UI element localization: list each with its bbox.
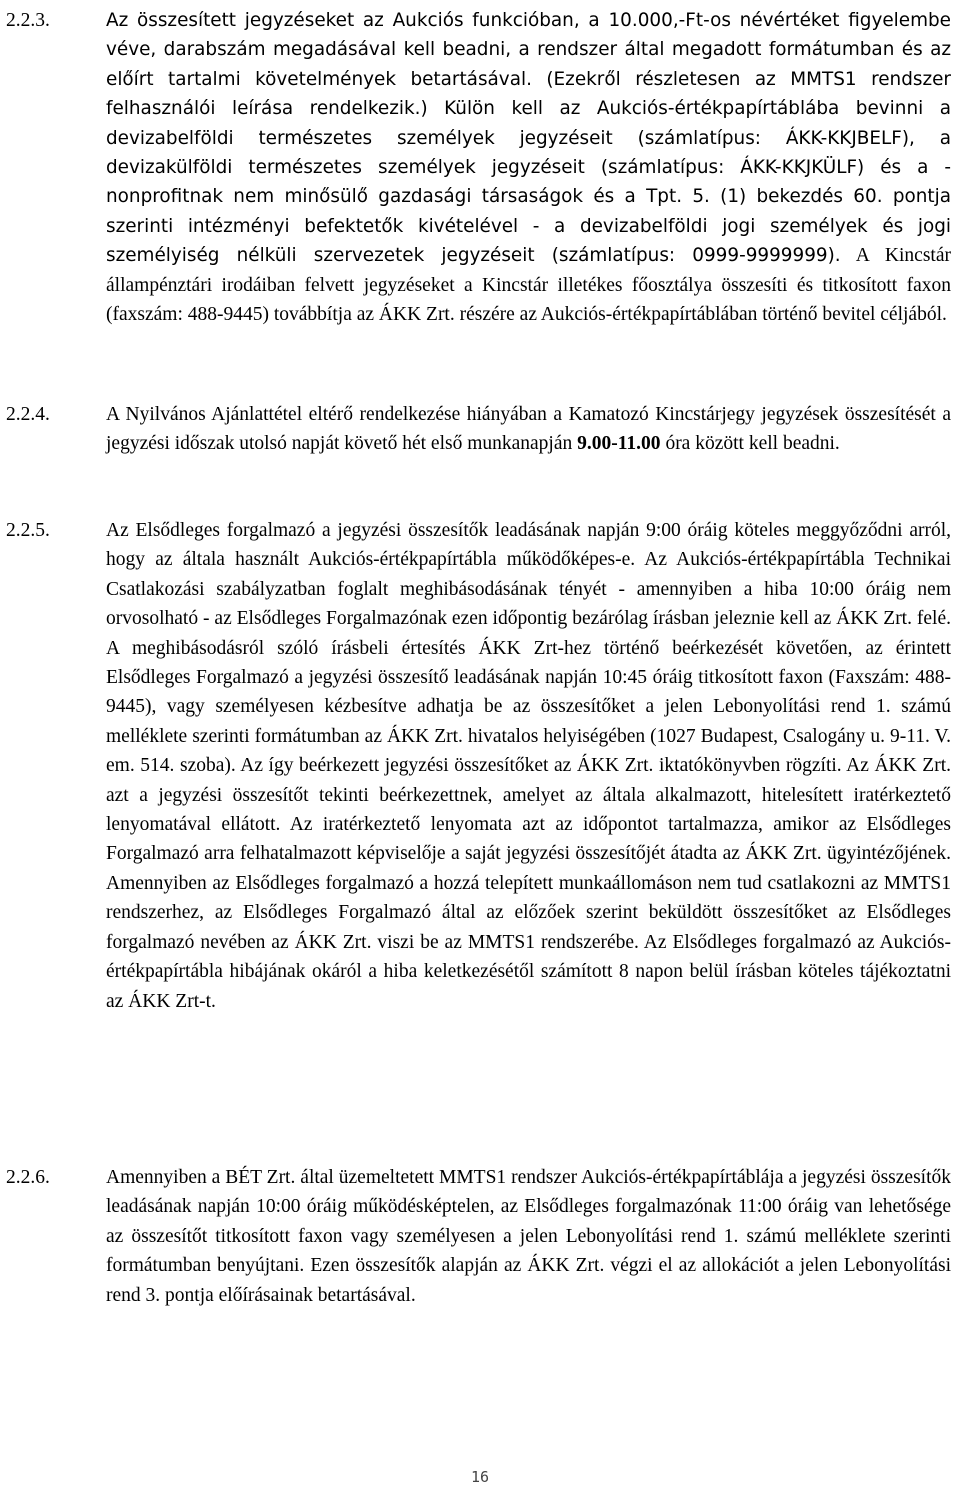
section-text-sans: Az összesített jegyzéseket az Aukciós funkcióban, a 10.000,-Ft-os névértéket figyelembe véve, darabszám megadásával kell beadni, a rendszer által megadott formátumban és az előírt tartalmi követelmények betartásával. (Ezekről részletesen az MMTS1 rendszer felhasználói leírása rendelkezik.) Külön kell az Aukciós-értékpapírtáblába bevinni a devizabelföldi természetes személyek jegyzéseit (számlatípus: ÁKK-KKJBELF), a devizakülföldi természetes személyek jegyzéseit (számlatípus: ÁKK-KKJKÜLF) és a - nonprofitnak nem minősülő gazdasági társaságok és a Tpt. 5. (1) bekezdés 60. pontja szerinti intézményi befektetők kivételével - a devizabelföldi jogi személyek és jogi személyiség nélküli szervezetek jegyzéseit (számlatípus: 0999-9999999). xyxy=(106,10,951,267)
section-2-2-6 xyxy=(6,1163,951,1310)
section-number: 2.2.4. xyxy=(6,404,50,425)
section-number: 2.2.3. xyxy=(6,10,50,31)
section-2-2-3 xyxy=(6,6,951,329)
section-paragraph xyxy=(106,6,951,329)
section-text-end: óra között kell beadni. xyxy=(660,433,840,455)
page-number: 16 xyxy=(470,1468,490,1486)
section-number: 2.2.5. xyxy=(6,520,50,541)
section-paragraph: Amennyiben a BÉT Zrt. által üzemeltetett MMTS1 rendszer Aukciós-értékpapírtáblája a jegyzési összesítők leadásának napján 10:00 óráig működésképtelen, az Elsődleges forgalmazónak 11:00 óráig van lehetősége az összesítőt titkosított faxon vagy személyesen a jelen Lebonyolítási rend 1. számú melléklete szerinti formátumban benyújtani. Ezen összesítők alapján az ÁKK Zrt. végzi el az allokációt a jelen Lebonyolítási rend 3. pontja előírásainak betartásával. xyxy=(106,1167,951,1306)
section-2-2-4 xyxy=(6,400,951,459)
section-number: 2.2.6. xyxy=(6,1167,50,1188)
section-paragraph xyxy=(106,400,951,459)
section-text-bold-time: 9.00-11.00 xyxy=(577,433,661,455)
section-text: A Nyilvános Ajánlattétel eltérő rendelkezése hiányában a Kamatozó Kincstárjegy jegyzések összesítését a jegyzési időszak utolsó napját követő hét első munkanapján xyxy=(106,404,951,455)
section-paragraph: Az Elsődleges forgalmazó a jegyzési összesítők leadásának napján 9:00 óráig köteles meggyőződni arról, hogy az általa használt Aukciós-értékpapírtábla működőképes-e. Az Aukciós-értékpapírtábla Technikai Csatlakozási szabályzatban foglalt meghibásodásának tényét - amennyiben a hiba 10:00 óráig nem orvosolható - az Elsődleges Forgalmazónak ezen időpontig bezárólag írásban jeleznie kell az ÁKK Zrt. felé. A meghibásodásról szóló írásbeli értesítés ÁKK Zrt-hez történő beérkezését követően, az érintett Elsődleges Forgalmazó a jegyzési összesítő leadásának napján 10:45 óráig titkosított faxon (Faxszám: 488-9445), vagy személyesen kézbesítve adhatja be az összesítőket a jelen Lebonyolítási rend 1. számú melléklete szerinti formátumban az ÁKK Zrt. hivatalos helyiségében (1027 Budapest, Csalogány u. 9-11. V. em. 514. szoba). Az így beérkezett jegyzési összesítőket az ÁKK Zrt. iktatókönyvben rögzíti. Az ÁKK Zrt. azt a jegyzési összesítőt tekinti beérkezettnek, amelyet az általa alkalmazott, hitelesített iratérkeztető lenyomatával ellátott. Az iratérkeztető lenyomata azt az időpontot tartalmazza, amikor az Elsődleges Forgalmazó arra felhatalmazott képviselője a saját jegyzési összesítőjét átadta az ÁKK Zrt. ügyintézőjének. Amennyiben az Elsődleges forgalmazó a hozzá telepített munkaállomáson nem tud csatlakozni az MMTS1 rendszerhez, az Elsődleges Forgalmazó által az előzőek szerint beküldött összesítőket az Elsődleges forgalmazó nevében az ÁKK Zrt. viszi be az MMTS1 rendszerébe. Az Elsődleges forgalmazó az Aukciós-értékpapírtábla hibájának okáról a hiba keletkezésétől számított 8 napon belül írásban köteles tájékoztatni az ÁKK Zrt-t. xyxy=(106,520,951,1012)
section-text-serif: A Kincstár állampénztári irodáiban felvett jegyzéseket a Kincstár illetékes főosztálya összesíti és titkosított faxon (faxszám: 488-9445) továbbítja az ÁKK Zrt. részére az Aukciós-értékpapírtáblában történő bevitel céljából. xyxy=(106,245,951,326)
section-2-2-5 xyxy=(6,516,951,1016)
